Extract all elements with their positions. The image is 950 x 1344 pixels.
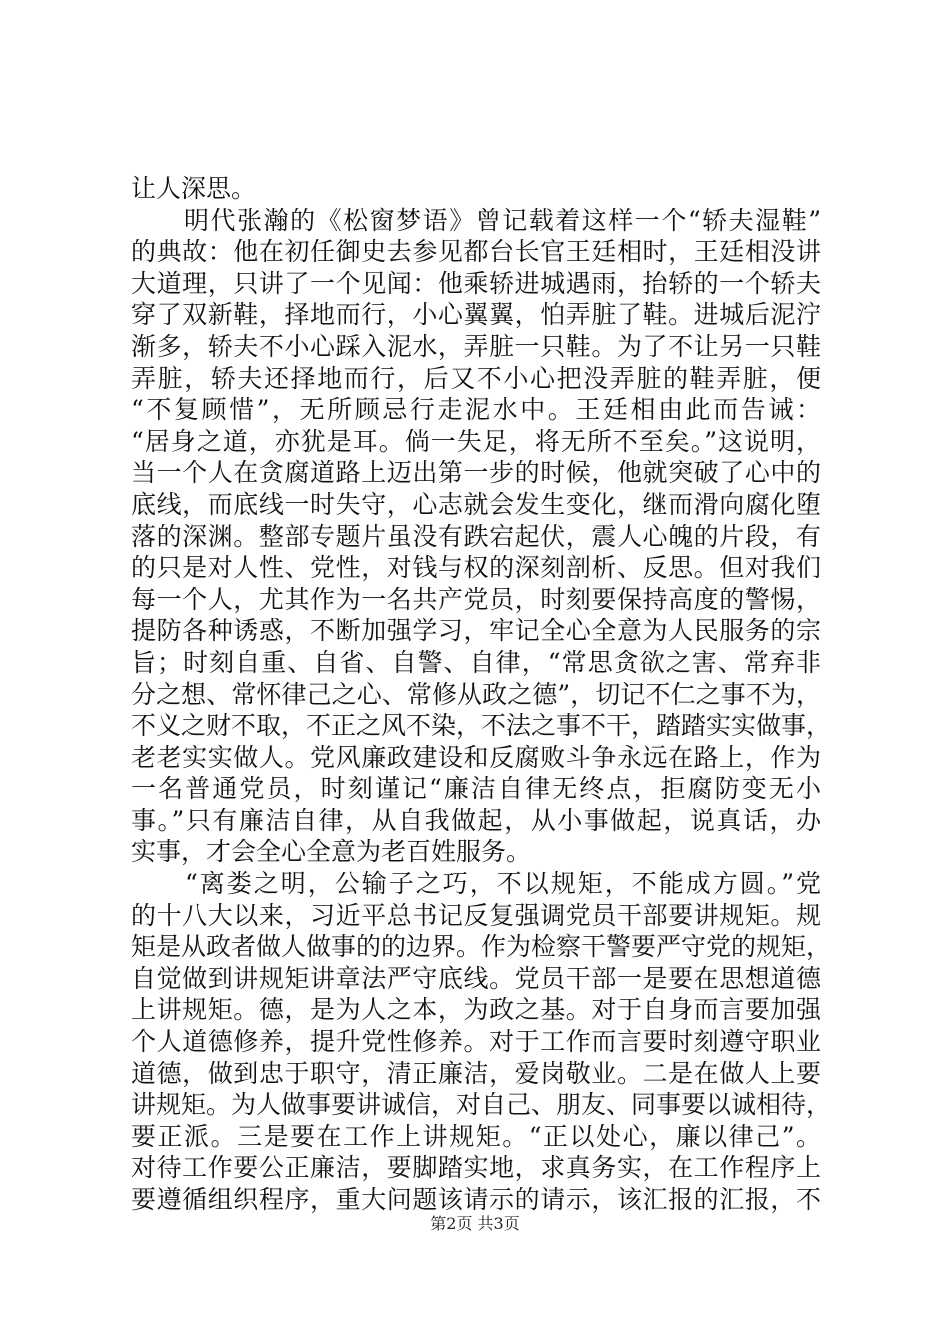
text-line: 当一个人在贪腐道路上迈出第一步的时候，他就突破了心中的 <box>131 458 821 488</box>
text-line: 矩是从政者做人做事的的边界。作为检察干警要严守党的规矩， <box>131 932 832 962</box>
text-line: “居身之道，亦犹是耳。倘一失足，将无所不至矣。”这说明， <box>131 426 821 456</box>
text-line: 底线，而底线一时失守，心志就会发生变化，继而滑向腐化堕 <box>131 489 821 519</box>
text-line: “离娄之明，公输子之巧，不以规矩，不能成方圆。”党 <box>131 869 821 899</box>
text-line: 穿了双新鞋，择地而行，小心翼翼，怕弄脏了鞋。进城后泥泞 <box>131 300 821 330</box>
text-line: 要正派。三是要在工作上讲规矩。“正以处心，廉以律己”。 <box>131 1121 821 1151</box>
text-line: 的只是对人性、党性，对钱与权的深刻剖析、反思。但对我们 <box>131 553 821 583</box>
text-line: 上讲规矩。德，是为人之本，为政之基。对于自身而言要加强 <box>131 995 821 1025</box>
text-line: 实事，才会全心全意为老百姓服务。 <box>131 837 532 867</box>
body-text <box>131 173 832 1216</box>
text-line: 事。”只有廉洁自律，从自我做起，从小事做起，说真话，办 <box>131 805 821 835</box>
text-line: 弄脏，轿夫还择地而行，后又不小心把没弄脏的鞋弄脏，便 <box>131 363 821 393</box>
text-line: 对待工作要公正廉洁，要脚踏实地，求真务实，在工作程序上 <box>131 1153 821 1183</box>
text-line: 明代张瀚的《松窗梦语》曾记载着这样一个“轿夫湿鞋” <box>131 205 821 235</box>
text-line: 讲规矩。为人做事要讲诚信，对自己、朋友、同事要以诚相待， <box>131 1090 832 1120</box>
text-line: 一名普通党员，时刻谨记“廉洁自律无终点，拒腐防变无小 <box>131 774 821 804</box>
text-line: 自觉做到讲规矩讲章法严守底线。党员干部一是要在思想道德 <box>131 963 821 993</box>
text-line: 每一个人，尤其作为一名共产党员，时刻要保持高度的警惕， <box>131 584 821 614</box>
text-line: 的十八大以来，习近平总书记反复强调党员干部要讲规矩。规 <box>131 900 821 930</box>
text-line: 提防各种诱惑，不断加强学习，牢记全心全意为人民服务的宗 <box>131 616 821 646</box>
text-line: 个人道德修养，提升党性修养。对于工作而言要时刻遵守职业 <box>131 1027 821 1057</box>
text-line: 落的深渊。整部专题片虽没有跌宕起伏，震人心魄的片段，有 <box>131 521 821 551</box>
text-line: 要遵循组织程序，重大问题该请示的请示，该汇报的汇报，不 <box>131 1185 821 1214</box>
text-line: 旨；时刻自重、自省、自警、自律，“常思贪欲之害、常弃非 <box>131 647 821 677</box>
text-line: 的典故：他在初任御史去参见都台长官王廷相时，王廷相没讲 <box>131 237 821 267</box>
text-line: 老老实实做人。党风廉政建设和反腐败斗争永远在路上，作为 <box>131 742 821 772</box>
text-line: 不义之财不取，不正之风不染，不法之事不干，踏踏实实做事， <box>131 711 832 741</box>
page-footer: 第2页 共3页 <box>430 1214 520 1233</box>
text-line: 让人深思。 <box>131 174 257 203</box>
text-line: “不复顾惜”，无所顾忌行走泥水中。王廷相由此而告诫： <box>131 395 821 425</box>
text-line: 渐多，轿夫不小心踩入泥水，弄脏一只鞋。为了不让另一只鞋 <box>131 331 821 361</box>
text-line: 分之想、常怀律己之心、常修从政之德”，切记不仁之事不为， <box>131 679 821 709</box>
text-line: 道德，做到忠于职守，清正廉洁，爱岗敬业。二是在做人上要 <box>131 1058 821 1088</box>
text-line: 大道理，只讲了一个见闻：他乘轿进城遇雨，抬轿的一个轿夫 <box>131 268 821 298</box>
